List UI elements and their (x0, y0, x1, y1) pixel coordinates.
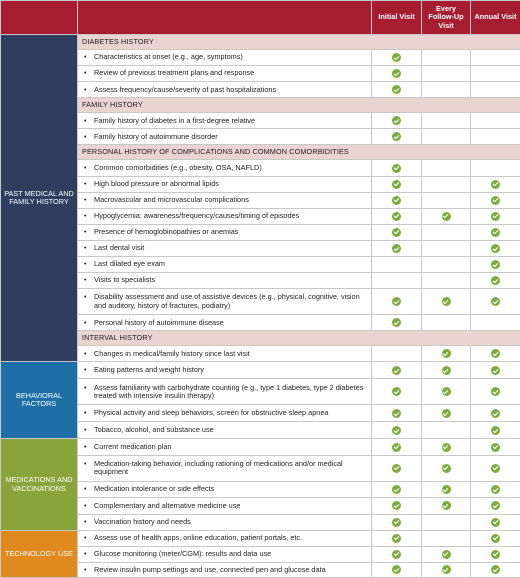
cell-followup (422, 289, 471, 315)
check-circle-icon (491, 212, 500, 221)
cell-initial (372, 498, 422, 514)
cell-followup (422, 481, 471, 497)
cell-annual (471, 362, 520, 379)
table-row (1, 66, 520, 82)
cell-annual (471, 498, 520, 514)
item-label: • Tobacco, alcohol, and substance use (78, 422, 372, 439)
header-initial-visit: Initial Visit (372, 1, 422, 35)
subheader-row (1, 35, 520, 50)
table-row (1, 439, 520, 455)
table-row (1, 498, 520, 514)
check-circle-icon (392, 297, 401, 306)
cell-initial (372, 405, 422, 422)
cell-annual (471, 66, 520, 82)
cell-followup (422, 160, 471, 176)
check-circle-icon (392, 464, 401, 473)
cell-followup (422, 562, 471, 578)
check-circle-icon (392, 180, 401, 189)
cell-annual (471, 160, 520, 176)
item-label: • Macrovascular and microvascular complications (78, 192, 372, 208)
cell-followup (422, 530, 471, 546)
cell-initial (372, 289, 422, 315)
cell-followup (422, 379, 471, 405)
item-label: • Eating patterns and weight history (78, 362, 372, 379)
cell-followup (422, 315, 471, 331)
cell-followup (422, 514, 471, 530)
subheader-row (1, 331, 520, 346)
table-row (1, 315, 520, 331)
check-circle-icon (392, 318, 401, 327)
item-label: • Disability assessment and use of assistive devices (e.g., physical, cognitive, vision and auditory, history of fractures, podiatry) (78, 289, 372, 315)
table-row (1, 113, 520, 129)
cell-annual (471, 176, 520, 192)
header-item-blank (78, 1, 372, 35)
cell-initial (372, 192, 422, 208)
cell-initial (372, 50, 422, 66)
cell-annual (471, 208, 520, 224)
cell-annual (471, 514, 520, 530)
check-circle-icon (392, 228, 401, 237)
check-circle-icon (392, 565, 401, 574)
table-row (1, 422, 520, 439)
cell-initial (372, 82, 422, 98)
category-behavioral: BEHAVIORAL FACTORS (1, 362, 78, 439)
check-circle-icon (491, 297, 500, 306)
cell-followup (422, 192, 471, 208)
cell-annual (471, 422, 520, 439)
check-circle-icon (392, 426, 401, 435)
check-circle-icon (491, 409, 500, 418)
subheader-label: PERSONAL HISTORY OF COMPLICATIONS AND COMMON COMORBIDITIES (78, 145, 520, 160)
cell-initial (372, 208, 422, 224)
check-circle-icon (442, 409, 451, 418)
cell-followup (422, 82, 471, 98)
subheader-row (1, 98, 520, 113)
cell-followup (422, 176, 471, 192)
cell-initial (372, 113, 422, 129)
cell-annual (471, 113, 520, 129)
check-circle-icon (392, 409, 401, 418)
item-label: • Medication-taking behavior, including rationing of medications and/or medical equipment (78, 455, 372, 481)
check-circle-icon (442, 297, 451, 306)
cell-annual (471, 379, 520, 405)
check-circle-icon (491, 276, 500, 285)
item-label: • Assess familiarity with carbohydrate counting (e.g., type 1 diabetes, type 2 diabetes treated with intensive insulin therapy) (78, 379, 372, 405)
cell-followup (422, 240, 471, 256)
check-circle-icon (491, 565, 500, 574)
cell-initial (372, 66, 422, 82)
check-circle-icon (491, 244, 500, 253)
check-circle-icon (442, 464, 451, 473)
check-circle-icon (392, 69, 401, 78)
check-circle-icon (392, 443, 401, 452)
check-circle-icon (491, 501, 500, 510)
check-circle-icon (392, 534, 401, 543)
cell-followup (422, 257, 471, 273)
check-circle-icon (442, 565, 451, 574)
check-circle-icon (491, 349, 500, 358)
check-circle-icon (392, 485, 401, 494)
cell-annual (471, 82, 520, 98)
subheader-label: DIABETES HISTORY (78, 35, 520, 50)
table-row (1, 362, 520, 379)
cell-annual (471, 346, 520, 362)
cell-followup (422, 498, 471, 514)
table-row (1, 481, 520, 497)
header-annual-visit: Annual Visit (471, 1, 520, 35)
cell-annual (471, 405, 520, 422)
cell-annual (471, 315, 520, 331)
cell-initial (372, 439, 422, 455)
cell-followup (422, 422, 471, 439)
check-circle-icon (392, 116, 401, 125)
cell-initial (372, 514, 422, 530)
check-circle-icon (491, 518, 500, 527)
table-row (1, 546, 520, 562)
cell-annual (471, 50, 520, 66)
check-circle-icon (442, 387, 451, 396)
cell-initial (372, 422, 422, 439)
table-row (1, 50, 520, 66)
table-row (1, 530, 520, 546)
table-row (1, 208, 520, 224)
subheader-row (1, 145, 520, 160)
cell-annual (471, 257, 520, 273)
item-label: • Assess frequency/cause/severity of past hospitalizations (78, 82, 372, 98)
check-circle-icon (392, 212, 401, 221)
check-circle-icon (392, 164, 401, 173)
item-label: • Physical activity and sleep behaviors, screen for obstructive sleep apnea (78, 405, 372, 422)
table-row (1, 379, 520, 405)
cell-annual (471, 481, 520, 497)
check-circle-icon (442, 212, 451, 221)
cell-followup (422, 273, 471, 289)
cell-initial (372, 346, 422, 362)
item-label: • Assess use of health apps, online education, patient portals, etc. (78, 530, 372, 546)
check-circle-icon (442, 366, 451, 375)
cell-followup (422, 439, 471, 455)
item-label: • Visits to specialists (78, 273, 372, 289)
cell-followup (422, 129, 471, 145)
check-circle-icon (442, 501, 451, 510)
header-followup-visit: Every Follow-Up Visit (422, 1, 471, 35)
cell-followup (422, 224, 471, 240)
check-circle-icon (491, 366, 500, 375)
cell-initial (372, 315, 422, 331)
cell-initial (372, 273, 422, 289)
table-row (1, 346, 520, 362)
item-label: • Characteristics at onset (e.g., age, symptoms) (78, 50, 372, 66)
check-circle-icon (491, 260, 500, 269)
item-label: • Last dental visit (78, 240, 372, 256)
item-label: • Last dilated eye exam (78, 257, 372, 273)
table-row (1, 160, 520, 176)
item-label: • Glucose monitoring (meter/CGM): results and data use (78, 546, 372, 562)
category-technology: TECHNOLOGY USE (1, 530, 78, 577)
check-circle-icon (392, 366, 401, 375)
cell-followup (422, 50, 471, 66)
check-circle-icon (392, 53, 401, 62)
table-row (1, 289, 520, 315)
item-label: • Personal history of autoimmune disease (78, 315, 372, 331)
cell-annual (471, 562, 520, 578)
table-row (1, 129, 520, 145)
item-label: • High blood pressure or abnormal lipids (78, 176, 372, 192)
item-label: • Changes in medical/family history since last visit (78, 346, 372, 362)
check-circle-icon (392, 244, 401, 253)
check-circle-icon (392, 501, 401, 510)
check-circle-icon (442, 550, 451, 559)
check-circle-icon (491, 550, 500, 559)
table-row (1, 562, 520, 578)
cell-initial (372, 129, 422, 145)
check-circle-icon (491, 464, 500, 473)
table-row (1, 273, 520, 289)
cell-annual (471, 455, 520, 481)
table-header-row (1, 1, 520, 35)
table-row (1, 405, 520, 422)
table-row (1, 176, 520, 192)
check-circle-icon (442, 485, 451, 494)
table-row (1, 257, 520, 273)
cell-followup (422, 346, 471, 362)
item-label: • Medication intolerance or side effects (78, 481, 372, 497)
cell-annual (471, 192, 520, 208)
table-row (1, 514, 520, 530)
cell-initial (372, 530, 422, 546)
check-circle-icon (442, 349, 451, 358)
cell-initial (372, 176, 422, 192)
check-circle-icon (392, 132, 401, 141)
item-label: • Presence of hemoglobinopathies or anemias (78, 224, 372, 240)
item-label: • Hypoglycemia: awareness/frequency/causes/timing of episodes (78, 208, 372, 224)
subheader-label: FAMILY HISTORY (78, 98, 520, 113)
cell-initial (372, 546, 422, 562)
cell-followup (422, 405, 471, 422)
item-label: • Vaccination history and needs (78, 514, 372, 530)
subheader-label: INTERVAL HISTORY (78, 331, 520, 346)
table-row (1, 82, 520, 98)
category-medications: MEDICATIONS AND VACCINATIONS (1, 439, 78, 531)
table-row (1, 455, 520, 481)
check-circle-icon (491, 228, 500, 237)
table-row (1, 240, 520, 256)
cell-initial (372, 257, 422, 273)
cell-annual (471, 273, 520, 289)
check-circle-icon (491, 180, 500, 189)
cell-initial (372, 455, 422, 481)
check-circle-icon (491, 387, 500, 396)
check-circle-icon (491, 426, 500, 435)
cell-followup (422, 546, 471, 562)
table-row (1, 192, 520, 208)
table-row (1, 224, 520, 240)
item-label: • Current medication plan (78, 439, 372, 455)
category-past: PAST MEDICAL AND FAMILY HISTORY (1, 35, 78, 362)
cell-initial (372, 224, 422, 240)
check-circle-icon (392, 550, 401, 559)
cell-initial (372, 379, 422, 405)
check-circle-icon (491, 196, 500, 205)
cell-initial (372, 481, 422, 497)
header-category-blank (1, 1, 78, 35)
cell-initial (372, 240, 422, 256)
cell-initial (372, 362, 422, 379)
check-circle-icon (392, 85, 401, 94)
check-circle-icon (392, 196, 401, 205)
cell-annual (471, 546, 520, 562)
cell-annual (471, 530, 520, 546)
check-circle-icon (442, 443, 451, 452)
cell-annual (471, 224, 520, 240)
cell-followup (422, 208, 471, 224)
cell-followup (422, 66, 471, 82)
cell-initial (372, 160, 422, 176)
item-label: • Review of previous treatment plans and response (78, 66, 372, 82)
cell-annual (471, 240, 520, 256)
item-label: • Common comorbidities (e.g., obesity, OSA, NAFLD) (78, 160, 372, 176)
cell-annual (471, 439, 520, 455)
item-label: • Family history of diabetes in a first-degree relative (78, 113, 372, 129)
cell-initial (372, 562, 422, 578)
cell-followup (422, 113, 471, 129)
check-circle-icon (491, 534, 500, 543)
item-label: • Review insulin pump settings and use, connected pen and glucose data (78, 562, 372, 578)
check-circle-icon (392, 387, 401, 396)
check-circle-icon (491, 443, 500, 452)
cell-followup (422, 455, 471, 481)
check-circle-icon (392, 518, 401, 527)
item-label: • Family history of autoimmune disorder (78, 129, 372, 145)
item-label: • Complementary and alternative medicine use (78, 498, 372, 514)
cell-annual (471, 129, 520, 145)
cell-followup (422, 362, 471, 379)
cell-annual (471, 289, 520, 315)
check-circle-icon (491, 485, 500, 494)
